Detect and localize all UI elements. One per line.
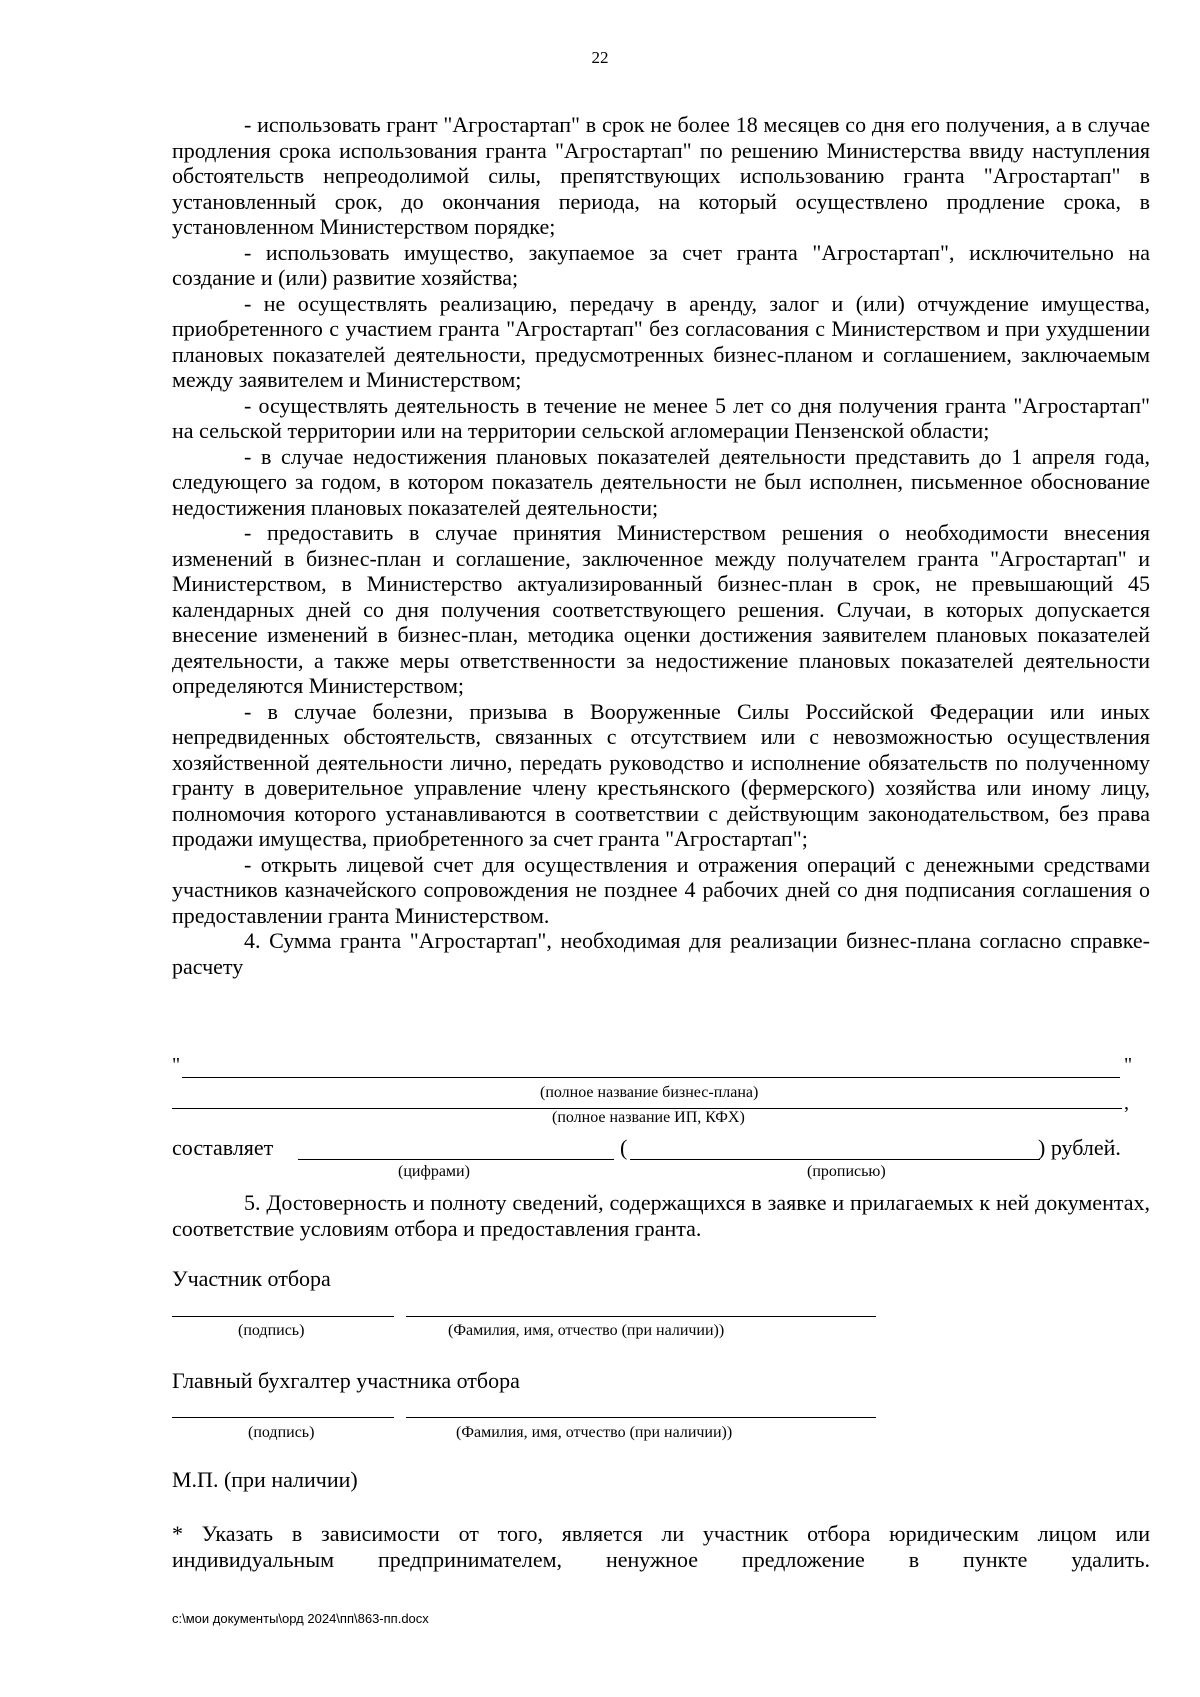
paragraph-accuracy: 5. Достоверность и полноту сведений, содержащихся в заявке и прилагаемых к ней документах, соответствие условиям отбора и предоставления гранта. — [172, 1190, 1150, 1241]
participant-name-caption: (Фамилия, имя, отчество (при наличии)) — [448, 1322, 725, 1339]
paragraph-grant-usage-term: - использовать грант "Агростартап" в срок не более 18 месяцев со дня его получения, а в случае продления срока использования гранта "Агростартап" по решению Министерства ввиду наступления обстоятельств непреодолимой силы, препятствующих использованию гранта "Агростартап" в установленный срок, до окончания периода, на который осуществлено продление срока, в установленном Министерством порядке; — [172, 112, 1150, 239]
paragraph-property-usage: - использовать имущество, закупаемое за счет гранта "Агростартап", исключительно на создание и (или) развитие хозяйства; — [172, 239, 1150, 290]
accountant-signature-rule — [172, 1417, 394, 1418]
accountant-signature-caption: (подпись) — [248, 1424, 315, 1441]
accountant-signer-title: Главный бухгалтер участника отбора — [172, 1368, 520, 1393]
amount-words-rule — [630, 1159, 1040, 1160]
file-path: c:\мои документы\орд 2024\пп\863-пп.docx — [172, 1611, 429, 1626]
accountant-name-rule — [406, 1417, 876, 1418]
paragraph-activity-duration: - осуществлять деятельность в течение не менее 5 лет со дня получения гранта "Агростартап" на сельской территории или на территории сельской агломерации Пензенской области; — [172, 392, 1150, 443]
paragraph-5-container — [172, 1190, 1150, 1241]
paren-open: ( — [620, 1135, 628, 1160]
business-plan-name-rule — [182, 1077, 1120, 1078]
quote-close: " — [1124, 1054, 1133, 1076]
paren-close-rubles: ) рублей. — [1038, 1135, 1121, 1160]
paragraph-trust-management: - в случае болезни, призыва в Вооруженные Силы Российской Федерации или иных непредвиденных обстоятельств, связанных с отсутствием или с невозможностью осуществления хозяйственной деятельности лично, передать руководство и исполнение обязательств по полученному гранту в доверительное управление члену крестьянского (фермерского) хозяйства или иному лицу, полномочия которого устанавливаются в соответствии с действующим законодательством, без права продажи имущества, приобретенного за счет гранта "Агростартап"; — [172, 698, 1150, 851]
paragraph-business-plan-changes: - предоставить в случае принятия Министерством решения о необходимости внесения изменений в бизнес-план и соглашение, заключенное между получателем гранта "Агростартап" и Министерством, в Министерство актуализированный бизнес-план в срок, не превышающий 45 календарных дней со дня получения соответствующего решения. Случаи, в которых допускается внесение изменений в бизнес-план, методика оценки достижения заявителем плановых показателей деятельности, а также меры ответственности за недостижение плановых показателей деятельности определяются Министерством; — [172, 520, 1150, 698]
amount-digits-rule — [298, 1159, 614, 1160]
accountant-name-caption: (Фамилия, имя, отчество (при наличии)) — [456, 1424, 733, 1441]
participant-signer-title: Участник отбора — [172, 1266, 331, 1291]
amount-prefix: составляет — [172, 1135, 274, 1160]
participant-signature-rule — [172, 1316, 394, 1317]
words-caption: (прописью) — [807, 1163, 886, 1180]
entity-caption: (полное название ИП, КФХ) — [552, 1109, 745, 1126]
document-body — [172, 112, 1150, 979]
business-plan-name-field — [172, 1054, 1150, 1110]
entity-name-comma: , — [1124, 1092, 1129, 1114]
paragraph-personal-account: - открыть лицевой счет для осуществления и отражения операций с денежными средствами участников казначейского сопровождения не позднее 4 рабочих дней со дня подписания соглашения о предоставлении гранта Министерством. — [172, 851, 1150, 928]
page-number: 22 — [591, 48, 609, 67]
stamp-note: М.П. (при наличии) — [172, 1467, 358, 1492]
paragraph-grant-amount: 4. Сумма гранта "Агростартап", необходимая для реализации бизнес-плана согласно справке-расчету — [172, 928, 1150, 979]
paragraph-indicator-justification: - в случае недостижения плановых показателей деятельности представить до 1 апреля года, следующего за годом, в котором показатель деятельности не был исполнен, письменное обоснование недостижения плановых показателей деятельности; — [172, 443, 1150, 520]
quote-open: " — [172, 1054, 181, 1076]
participant-name-rule — [406, 1316, 876, 1317]
footnote: * Указать в зависимости от того, является ли участник отбора юридическим лицом или индивидуальным предпринимателем, ненужное предложение в пункте удалить. — [172, 1521, 1150, 1572]
business-plan-caption: (полное название бизнес-плана) — [540, 1084, 759, 1101]
digits-caption: (цифрами) — [398, 1163, 470, 1180]
paragraph-no-alienation: - не осуществлять реализацию, передачу в аренду, залог и (или) отчуждение имущества, приобретенного с участием гранта "Агростартап" без согласования с Министерством и при ухудшении плановых показателей деятельности, предусмотренных бизнес-планом и соглашением, заключаемым между заявителем и Министерством; — [172, 290, 1150, 392]
participant-signature-caption: (подпись) — [238, 1322, 305, 1339]
grant-amount-line — [172, 1135, 1150, 1165]
